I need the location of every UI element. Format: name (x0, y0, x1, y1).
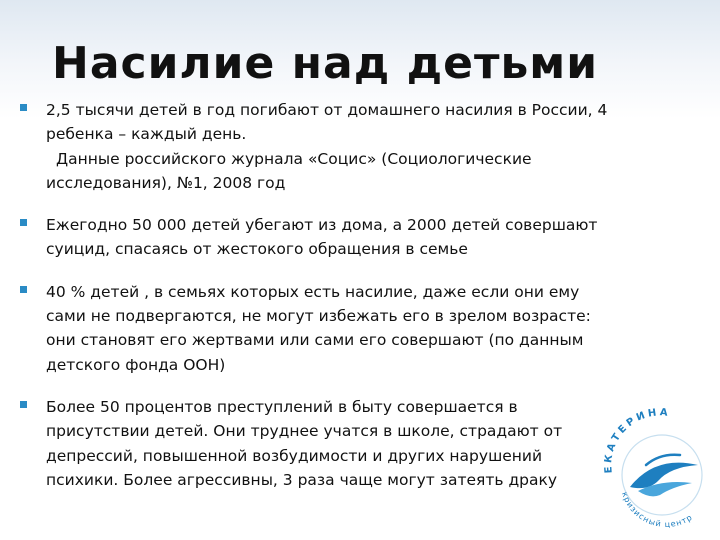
bullet-item (20, 213, 630, 262)
bullet-square-icon (20, 401, 27, 408)
bullet-line: присутствии детей. Они труднее учатся в школе, страдают от (46, 422, 563, 441)
bullet-line: исследования), №1, 2008 год (46, 173, 286, 192)
bullet-line: Ежегодно 50 000 детей убегают из дома, а 2000 детей совершают (46, 216, 598, 235)
bullet-square-icon (20, 286, 27, 293)
svg-text:ЕКАТЕРИНА (603, 407, 671, 473)
bullet-line: Более 50 процентов преступлений в быту совершается в (46, 397, 518, 416)
bullet-square-icon (20, 104, 27, 111)
bullet-line: сами не подвергаются, не могут избежать его в зрелом возрасте: (46, 307, 591, 326)
bullet-line: ребенка – каждый день. (46, 125, 247, 144)
bullet-square-icon (20, 219, 27, 226)
bird-logo-icon (630, 455, 698, 497)
slide-title: Насилие над детьми (52, 38, 599, 89)
bullet-item (20, 98, 630, 195)
bullet-line: суицид, спасаясь от жестокого обращения в семье (46, 240, 468, 259)
bullet-line: депрессий, повышенной возбудимости и других нарушений (46, 446, 543, 465)
bullet-list (20, 98, 630, 492)
bullet-line: детского фонда ООН) (46, 355, 226, 374)
bullet-item (20, 280, 630, 377)
logo-subtitle-text: кризисный центр (620, 490, 695, 530)
bullet-item (20, 395, 630, 492)
crisis-center-logo (600, 395, 718, 540)
bullet-line: 2,5 тысячи детей в год погибают от домашнего насилия в России, 4 (46, 101, 608, 119)
bullet-line: 40 % детей , в семьях которых есть насилие, даже если они ему (46, 282, 580, 301)
bullet-line: психики. Более агрессивны, 3 раза чаще могут затеять драку (46, 470, 558, 489)
logo-name-text: ЕКАТЕРИНА (603, 407, 671, 474)
svg-text:кризисный центр (620, 491, 694, 529)
bullet-line: они становят его жертвами или сами его совершают (по данным (46, 331, 584, 350)
bullet-line: Данные российского журнала «Социс» (Социологические (56, 149, 532, 168)
